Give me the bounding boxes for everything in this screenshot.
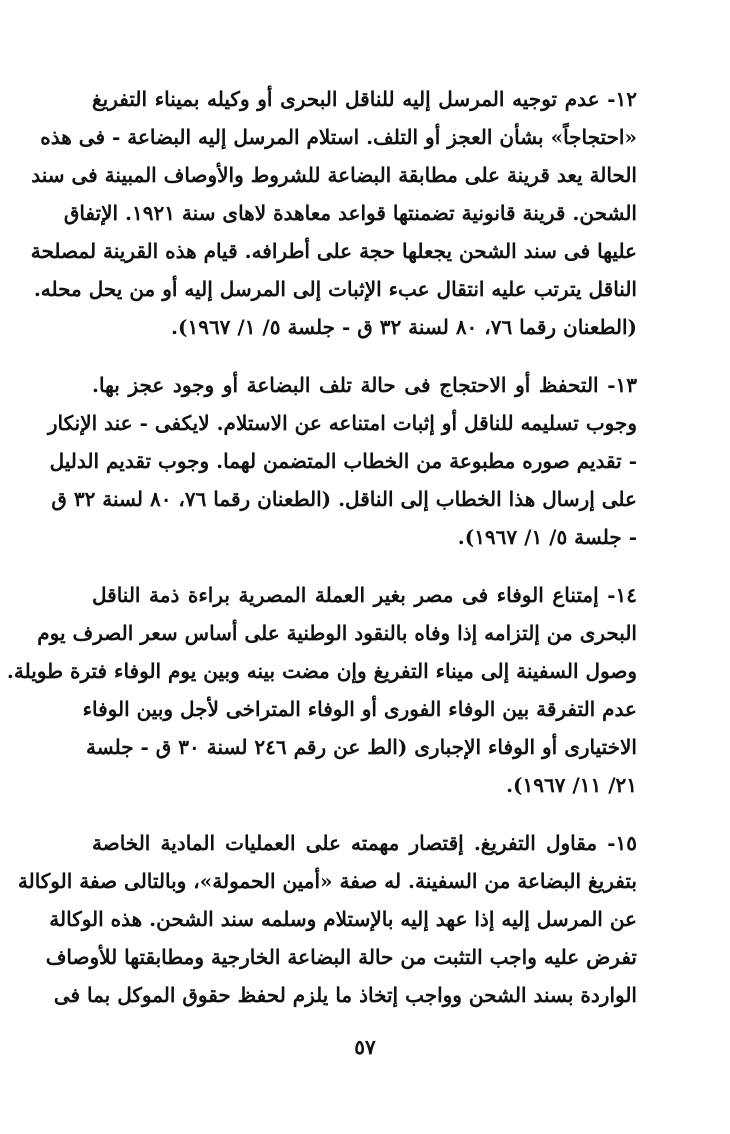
text-line: عليها فى سند الشحن يجعلها حجة على أطرافه. قيام هذه القرينة لمصلحة <box>30 239 637 263</box>
text-line: عدم التفرقة بين الوفاء الفورى أو الوفاء المتراخى لأجل وبين الوفاء <box>82 697 637 721</box>
text-line: البحرى من إلتزامه إذا وفاه بالنقود الوطنية على أساس سعر الصرف يوم <box>37 621 637 645</box>
text-line: ١٣- التحفظ أو الاحتجاج فى حالة تلف البضاعة أو وجود عجز بها. <box>92 373 637 397</box>
paragraph-14 <box>6 576 637 804</box>
text-line: الواردة بسند الشحن وواجب إتخاذ ما يلزم لحفظ حقوق الموكل بما فى <box>53 983 637 1007</box>
text-line: «احتجاجاً» بشأن العجز أو التلف. استلام المرسل إليه البضاعة - فى هذه <box>40 125 637 149</box>
text-line: ١٤- إمتناع الوفاء فى مصر بغير العملة المصرية براءة ذمة الناقل <box>92 583 637 607</box>
text-line: (الطعنان رقما ٧٦، ٨٠ لسنة ٣٢ ق - جلسة ٥/ ١/ ١٩٦٧). <box>171 315 637 339</box>
paragraph-12 <box>30 80 637 346</box>
paragraph-15 <box>17 824 637 1014</box>
page-number: ٥٧ <box>354 1035 376 1059</box>
text-line: وجوب تسليمه للناقل أو إثبات امتناعه عن الاستلام. لايكفى - عند الإنكار <box>47 411 637 435</box>
text-line: - تقديم صوره مطبوعة من الخطاب المتضمن لهما. وجوب تقديم الدليل <box>49 449 637 473</box>
text-line: ٢١/ ١١/ ١٩٦٧). <box>506 773 637 797</box>
text-line: تفرض عليه واجب التثبت من حالة البضاعة الخارجية ومطابقتها للأوصاف <box>45 945 637 969</box>
text-line: على إرسال هذا الخطاب إلى الناقل. (الطعنان رقما ٧٦، ٨٠ لسنة ٣٢ ق <box>51 487 637 511</box>
text-line: الاختيارى أو الوفاء الإجبارى (الط عن رقم ٢٤٦ لسنة ٣٠ ق - جلسة <box>86 735 637 759</box>
text-line: - جلسة ٥/ ١/ ١٩٦٧). <box>457 525 637 549</box>
text-line: ١٥- مقاول التفريغ. إقتصار مهمته على العمليات المادية الخاصة <box>92 831 637 855</box>
text-line: ١٢- عدم توجيه المرسل إليه للناقل البحرى أو وكيله بميناء التفريغ <box>92 87 637 111</box>
text-line: بتفريغ البضاعة من السفينة. له صفة «أمين الحمولة»، وبالتالى صفة الوكالة <box>17 869 637 893</box>
text-column <box>6 80 637 1034</box>
paragraph-13 <box>47 366 637 556</box>
text-line: الحالة يعد قرينة على مطابقة البضاعة للشروط والأوصاف المبينة فى سند <box>31 163 637 187</box>
text-line: وصول السفينة إلى ميناء التفريغ وإن مضت بينه وبين يوم الوفاء فترة طويلة. <box>6 659 637 683</box>
text-line: الناقل يترتب عليه انتقال عبء الإثبات إلى المرسل إليه أو من يحل محله. <box>33 277 637 301</box>
text-line: عن المرسل إليه إذا عهد إليه بالإستلام وسلمه سند الشحن. هذه الوكالة <box>49 907 637 931</box>
text-line: الشحن. قرينة قانونية تضمنتها قواعد معاهدة لاهاى سنة ١٩٢١. الإتفاق <box>63 201 637 225</box>
